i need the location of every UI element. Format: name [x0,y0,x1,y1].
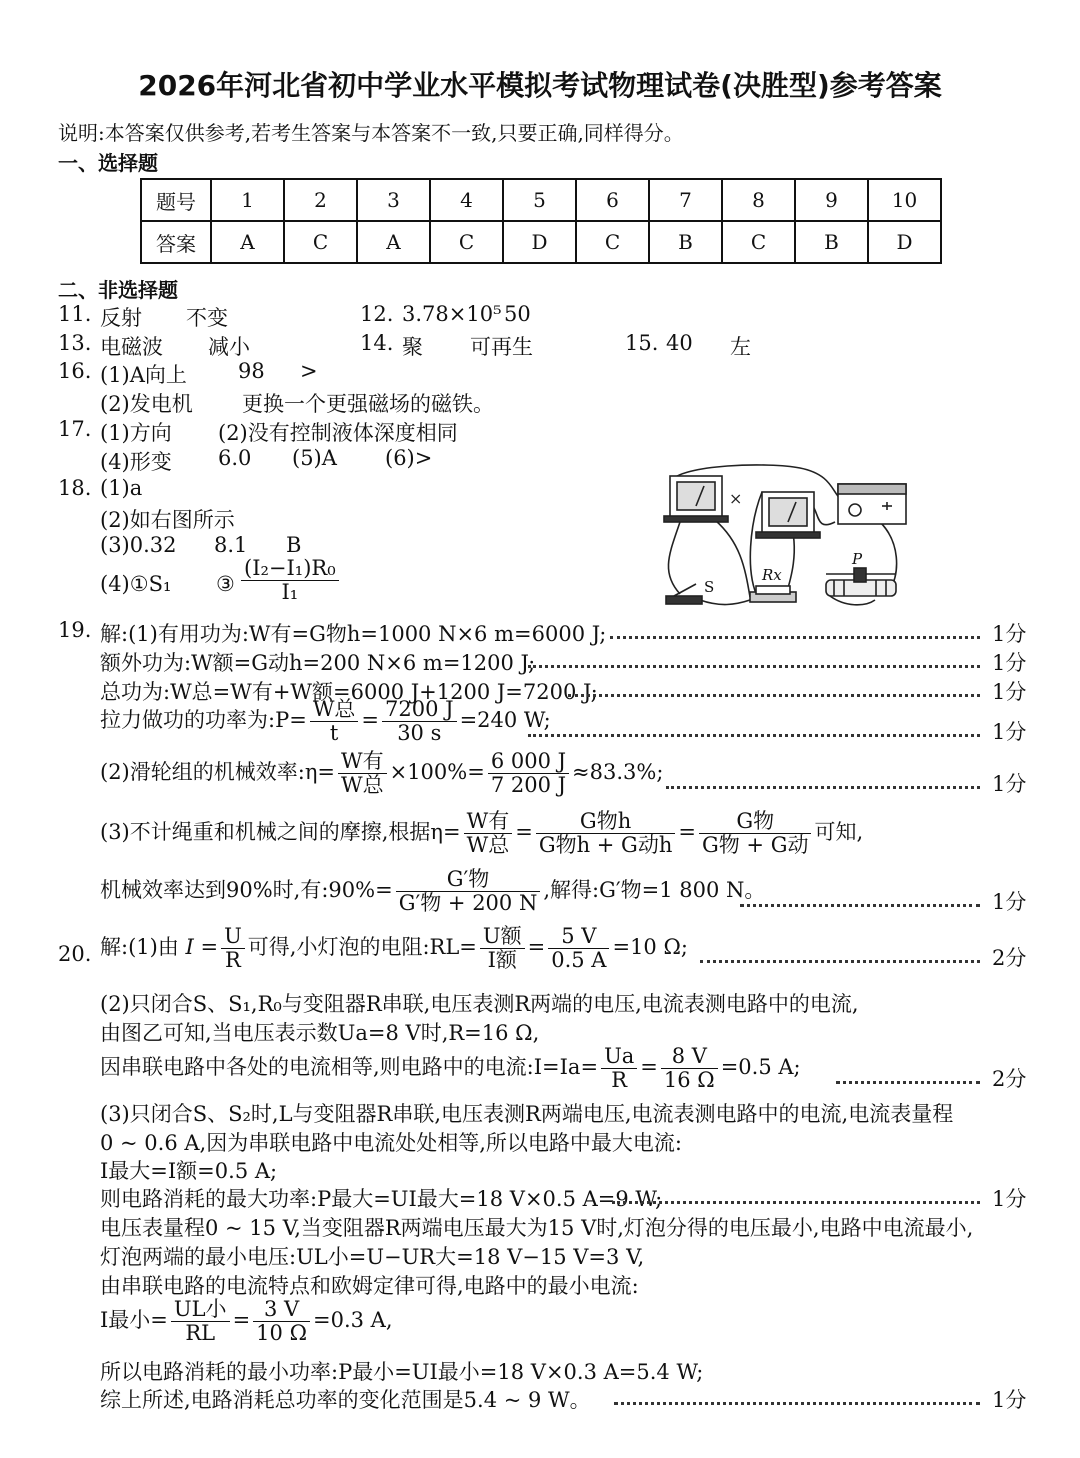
table-cell: 4 [430,179,503,221]
q19-line5-result: ≈83.3%; [572,760,664,785]
q20-line5: (3)只闭合S、S₂时,L与变阻器R串联,电压表测R两端电压,电流表测电路中的电流,电流表量程 [100,1102,954,1126]
score: 1分 [992,890,1027,914]
equals: = [678,820,696,845]
table-cell: 1 [211,179,284,221]
q12-answer-b: 50 [504,302,531,326]
frac-denominator: 16 Ω [663,1068,715,1093]
leader-dots [666,786,980,789]
frac-numerator: 8 V [661,1045,718,1069]
circuit-diagram [650,462,920,610]
table-cell: 5 [503,179,576,221]
q20-line12-text: I最小= [100,1308,168,1333]
q20-line3: 由图乙可知,当电压表示数Ua=8 V时,R=16 Ω, [100,1021,540,1045]
frac-numerator: U [221,925,245,949]
q17-line2-d: (6)> [385,446,433,470]
equals: = [361,708,380,733]
q20-line7: I最大=I额=0.5 A; [100,1159,278,1183]
q15-answer-a: 40 [666,331,693,355]
table-cell: A [211,221,284,263]
circuit-wire [668,522,680,594]
table-cell: 10 [868,179,941,221]
leader-dots [528,665,980,668]
resistor-rx [750,586,796,602]
table-cell: C [576,221,649,263]
q20-line1-c: 可得,小灯泡的电阻:RL= [247,935,477,960]
frac-denominator: R [225,948,241,973]
frac-numerator: 5 V [548,925,609,949]
q13-number: 13. [58,331,92,355]
table-cell: C [722,221,795,263]
q17-number: 17. [58,417,92,441]
label-rx: Rx [762,566,782,584]
frac-denominator: RL [185,1321,216,1346]
q16-line1-a: (1)A向上 [100,363,187,387]
q15-answer-b: 左 [730,335,751,359]
cross-mark: × [729,489,743,508]
frac-numerator: UL小 [171,1298,230,1322]
q12-answer-a: 3.78×10⁵ [402,302,502,326]
frac-numerator: 7200 J [382,698,457,722]
q18-line4-a: (4)①S₁ [100,572,172,596]
frac-numerator: W总 [310,698,359,722]
q17-line2-a: (4)形变 [100,450,172,474]
q20-line9: 电压表量程0 ~ 15 V,当变阻器R两端电压最大为15 V时,灯泡分得的电压最小,电路中电流最小, [100,1216,974,1240]
table-row-numbers [141,179,941,221]
page-title: 2026年河北省初中学业水平模拟考试物理试卷(决胜型)参考答案 [138,69,942,102]
equals: = [515,820,533,845]
score: 1分 [992,1388,1027,1412]
table-header-answer: 答案 [141,221,211,263]
table-cell: 6 [576,179,649,221]
q20-line13: 所以电路消耗的最小功率:P最小=UI最小=18 V×0.3 A=5.4 W; [100,1360,704,1384]
score: 1分 [992,680,1027,704]
q11-answer-a: 反射 [100,306,142,330]
table-cell: C [284,221,357,263]
q20-line1 [100,925,688,972]
q19-line5-text: (2)滑轮组的机械效率:η= [100,760,335,785]
table-cell: B [649,221,722,263]
leader-dots [700,960,980,963]
circuit-wire [700,600,750,605]
leader-dots [610,636,980,639]
q12-number: 12. [360,302,394,326]
frac-denominator: G物 + G动 [701,833,809,858]
q19-line6-text: (3)不计绳重和机械之间的摩擦,根据η= [100,820,461,845]
q20-line1-a: 解:(1)由 [100,935,179,960]
frac-numerator: W有 [338,750,387,774]
q18-number: 18. [58,476,92,500]
q17-line1-a: (1)方向 [100,421,172,445]
table-cell: 3 [357,179,430,221]
score: 1分 [992,720,1027,744]
frac-numerator: 3 V [253,1298,310,1322]
q19-line7-result: ,解得:G′物=1 800 N。 [543,878,766,903]
section-nonchoice: 二、非选择题 [58,278,178,302]
score: 1分 [992,622,1027,646]
q18-line4-b: ③ [216,572,235,596]
q19-line5 [100,750,663,797]
q16-number: 16. [58,359,92,383]
leader-dots [740,904,980,907]
q13-answer-a: 电磁波 [100,335,163,359]
table-cell: 9 [795,179,868,221]
frac-denominator: W总 [341,773,384,798]
q20-line4-result: =0.5 A; [720,1055,801,1080]
q16-line1-b: 98 [238,359,265,383]
q20-line11: 由串联电路的电流特点和欧姆定律可得,电路中的最小电流: [100,1274,639,1298]
q19-line5-mid: ×100%= [389,760,485,785]
q18-line2: (2)如右图所示 [100,508,235,532]
leader-dots [612,1201,980,1204]
table-header-number: 题号 [141,179,211,221]
q20-line4-text: 因串联电路中各处的电流相等,则电路中的电流:I=Ia= [100,1055,599,1080]
q14-answer-b: 可再生 [470,335,533,359]
q20-line4 [100,1045,801,1092]
table-cell: D [868,221,941,263]
q20-line6: 0 ~ 0.6 A,因为串联电路中电流处处相等,所以电路中最大电流: [100,1131,682,1155]
frac-denominator: G′物 + 200 N [398,891,538,916]
frac-denominator: G物h + G动h [538,833,673,858]
switch-s [666,584,702,604]
answer-table [140,178,942,264]
equals: = [527,935,546,960]
q18-line3-c: B [286,533,302,557]
circuit-wire [750,492,762,598]
score: 1分 [992,651,1027,675]
q16-line2-b: 更换一个更强磁场的磁铁。 [242,392,494,416]
table-cell: B [795,221,868,263]
frac-numerator: 6 000 J [488,750,569,774]
q20-line12 [100,1298,393,1345]
table-cell: 7 [649,179,722,221]
rheostat [826,568,896,596]
q20-line1-d: =10 Ω; [612,935,688,960]
table-cell: A [357,221,430,263]
q11-answer-b: 不变 [186,306,228,330]
power-supply [838,484,906,524]
table-cell: 8 [722,179,795,221]
q16-line2-a: (2)发电机 [100,392,193,416]
q14-answer-a: 聚 [402,335,423,359]
q20-line12-result: =0.3 A, [312,1308,393,1333]
frac-denominator: t [329,721,339,746]
q20-line14: 综上所述,电路消耗总功率的变化范围是5.4 ~ 9 W。 [100,1388,591,1412]
frac-denominator: 30 s [397,721,442,746]
frac-denominator: R [611,1068,628,1093]
q19-line3: 总功为:W总=W有+W额=6000 J+1200 J=7200 J; [100,680,598,704]
ammeter [664,476,728,522]
q13-answer-b: 减小 [208,335,250,359]
q19-number: 19. [58,618,92,642]
score: 2分 [992,1067,1027,1091]
circuit-wire [715,520,750,597]
q18-line1: (1)a [100,476,143,500]
q16-line1-c: > [300,359,318,383]
frac-numerator: G′物 [396,868,541,892]
table-cell: 2 [284,179,357,221]
label-s: S [704,578,715,596]
q19-line7 [100,868,765,915]
q19-line2: 额外功为:W额=G动h=200 N×6 m=1200 J; [100,651,536,675]
frac-denominator: 10 Ω [256,1321,307,1346]
frac-denominator: W总 [466,833,510,858]
note: 说明:本答案仅供参考,若考生答案与本答案不一致,只要正确,同样得分。 [58,121,684,145]
q19-line6 [100,810,863,857]
q20-line1-b: I = [185,935,219,960]
frac-numerator: G物 [699,810,812,834]
circuit-wire [830,596,875,605]
q17-line2-b: 6.0 [218,446,252,470]
table-cell: C [430,221,503,263]
leader-dots [528,734,980,737]
q14-number: 14. [360,331,394,355]
q20-line8: 则电路消耗的最大功率:P最大=UI最大=18 V×0.5 A=9 W; [100,1187,663,1211]
score: 2分 [992,946,1027,970]
equals: = [232,1308,251,1333]
table-row-answers [141,221,941,263]
leader-dots [836,1081,980,1084]
frac-numerator: Ua [601,1045,637,1069]
q19-line4-text: 拉力做功的功率为:P= [100,708,307,733]
q18-line3-b: 8.1 [214,533,248,557]
q19-line1: 解:(1)有用功为:W有=G物h=1000 N×6 m=6000 J; [100,622,607,646]
q18-frac-denominator: I₁ [281,580,299,605]
q15-number: 15. [625,331,659,355]
frac-numerator: G物h [536,810,676,834]
frac-denominator: 0.5 A [551,948,607,973]
q20-line2: (2)只闭合S、S₁,R₀与变阻器R串联,电压表测R两端的电压,电流表测电路中的电流, [100,992,859,1016]
q20-line10: 灯泡两端的最小电压:UL小=U−UR大=18 V−15 V=3 V, [100,1245,645,1269]
q17-line2-c: (5)A [292,446,337,470]
q19-line4 [100,698,551,745]
q18-frac-numerator: (I₂−I₁)R₀ [241,557,339,581]
leader-dots [568,694,980,697]
q17-line1-b: (2)没有控制液体深度相同 [218,421,458,445]
q19-line6-end: 可知, [814,820,864,845]
leader-dots [614,1402,980,1405]
frac-denominator: 7 200 J [490,773,567,798]
label-p: P [852,550,863,568]
table-cell: D [503,221,576,263]
q19-line4-result: =240 W; [459,708,551,733]
voltmeter [756,492,820,538]
q20-number: 20. [58,942,92,966]
q18-fraction [238,557,342,604]
q19-line7-text: 机械效率达到90%时,有:90%= [100,878,393,903]
score: 1分 [992,1187,1027,1211]
frac-numerator: W有 [464,810,513,834]
q18-line3-a: (3)0.32 [100,533,177,557]
frac-denominator: I额 [487,948,517,973]
equals: = [640,1055,658,1080]
score: 1分 [992,772,1027,796]
q11-number: 11. [58,302,92,326]
section-choice: 一、选择题 [58,151,158,175]
frac-numerator: U额 [480,925,525,949]
